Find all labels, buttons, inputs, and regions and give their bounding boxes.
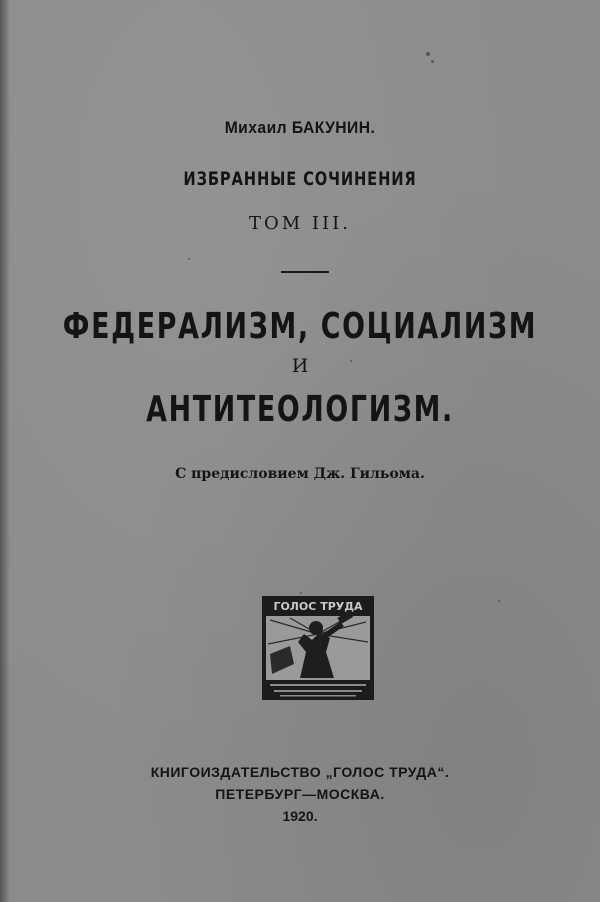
publication-cities: ПЕТЕРБУРГ—МОСКВА. (215, 786, 385, 802)
author-name: Михаил БАКУНИН. (224, 118, 376, 137)
preface-note: С предисловием Дж. Гильома. (175, 466, 425, 482)
golos-truda-emblem-icon (260, 594, 376, 702)
emblem-banner-text: ГОЛОС ТРУДА (273, 600, 363, 613)
collection-title: ИЗБРАННЫЕ СОЧИНЕНИЯ (183, 168, 417, 190)
divider-rule (281, 271, 329, 273)
print-speck (350, 360, 352, 362)
volume-number: ТОМ III. (249, 213, 351, 234)
print-speck (431, 60, 434, 63)
print-speck (498, 600, 500, 602)
print-speck (188, 258, 190, 260)
book-title-line-2: АНТИТЕОЛОГИЗМ. (146, 389, 454, 430)
book-title-line-1: ФЕДЕРАЛИЗМ, СОЦИАЛИЗМ (62, 306, 538, 347)
book-title-conjunction: И (291, 355, 309, 377)
print-speck (426, 52, 430, 56)
publication-year: 1920. (282, 808, 318, 824)
publisher-name: КНИГОИЗДАТЕЛЬСТВО „ГОЛОС ТРУДА“. (150, 764, 450, 780)
print-speck (300, 592, 302, 594)
